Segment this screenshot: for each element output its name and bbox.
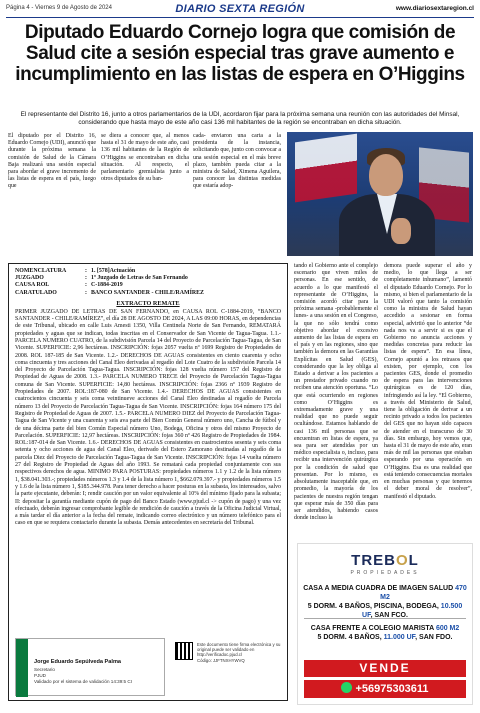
meta-key: CAUSA ROL xyxy=(15,282,50,289)
whatsapp-icon xyxy=(341,682,352,693)
flag-shape xyxy=(295,134,357,203)
signature-bar xyxy=(16,639,28,697)
ad-tagline: PROPIEDADES xyxy=(350,570,420,576)
signer-role: Secretario xyxy=(34,667,55,672)
deputy-photo xyxy=(287,132,473,256)
article-column-4: tando el Gobierno ante el complejo escenario que viven miles de personas. En ese sentido, de acuerdo a lo que manifestó el representante de O’Higgins, la comisión acordó citar para la próxima semana -probablemente el lunes- a una sesión en el Congreso, la que no sólo tendrá como objetivo abordar el excesivo aumento de las listas de espera en el país y en las regiones, sino que también la demora en las Garantías Explícitas en Salud (GES), considerando que la ley obliga al Estado a derivar a los pacientes a un prestador privado cuando no reciben una atención oportuna. “Lo que está ocurriendo en regiones como O’Higgins es extremadamente grave y una realidad que no puede seguir ocultándose. Estamos hablando de casi 136 mil personas que se encuentran en listas de espera, ya sea para ser atendidas por un médico especialista o, incluso, para recibir una intervención quirúrgica por la condición de salud que presentan. Por lo mismo, es absolutamente inaceptable que, en promedio, la mayoría de los pacientes de nuestra región tengan que esperar más de 350 días para ser atendidos, habiendo casos donde incluso la xyxy=(294,263,378,522)
ad-phone[interactable]: +56975303611 xyxy=(304,680,466,698)
page-number: Página 4 - Viernes 9 de Agosto de 2024 xyxy=(6,5,112,11)
ad-divider xyxy=(304,618,466,619)
lede: El representante del Distrito 16, junto a otros parlamentarios de la UDI, acordaron fijar para la próxima semana una reunión con las autoridades del Minsal, considerando que hasta mayo de este año casi 136 mil habitantes de la región se encontraban en dicha situación. xyxy=(20,111,460,126)
meta-key: NOMENCLATURA xyxy=(15,268,67,274)
signer-org: PJUD xyxy=(34,673,46,678)
signer-name: Jorge Eduardo Sepúlveda Palma xyxy=(34,659,122,665)
notice-meta: NOMENCLATURA : 1. [578]Actuación JUZGADO : 1º Juzgado de Letras de San Fernando CAUSA ROL : C-1884-2019 CARATULADO : BANCO SANTANDER - CHILE/RAMÍREZ xyxy=(15,268,281,297)
legal-notice-extract xyxy=(8,263,288,701)
ad-listing-1: CASA A MEDIA CUADRA DE IMAGEN SALUD 470 M2 5 DORM. 4 BAÑOS, PISCINA, BODEGA, 10.500 UF, SAN FCO. xyxy=(303,585,467,619)
signer-date: Validado por el sistema de validación 14:39:5 CI xyxy=(34,679,132,684)
article-column-3: cada- enviaron una carta a la presidenta de la instancia, solicitando que, junto con convocar a una sesión especial en el más breve plazo, también pueda citar a la ministra de Salud, Ximena Aguilera, para conocer las distintas medidas que estaría adop- xyxy=(193,133,282,190)
page-header xyxy=(6,4,474,18)
website-link[interactable]: www.diariosextaregion.cl xyxy=(395,5,474,12)
notice-body: PRIMER JUZGADO DE LETRAS DE SAN FERNANDO, en CAUSA ROL C-1884-2019, “BANCO SANTANDER - CHILE/RAMÍREZ”, el día 28 DE AGOSTO DE 2024, A LAS 09:00 HORAS, en dependencias de este Tribunal, ubicado en calle Luis Amesti 1350, Villa Centinela Norte de San Fernando, REMATARÁ propiedades y aguas que se indican, todas inscritas en el Conservador de San Vicente de Tagua-Tagua. 1.1.- PARCELA NUMERO CUATRO, de la subdivisión Parcela 14 del Proyecto de Parcelación Tagua-Tagua, de San Vicente. SUPERFICIE: 2,96 hectáreas. INSCRIPCIÓN: fojas 2057 vuelta nº 1699 Registro de Propiedades de 2008. ROL 187-185 de San Vicente. 1.2.- DERECHOS DE AGUAS consistentes en ciento cuarenta y ocho coma cincuenta y tres acciones del Canal Eleo derivadas al regadío del Lote Cuatro de la subdivisión Parcela 14 del Proyecto de Parcelación Tagua-Tagua. INSCRIPCIÓN: fojas 128 vuelta número 157 del Registro de Propiedad de Aguas de 2008. 1.3.- PARCELA NUMERO TRECE del Proyecto de Parcelación Tagua-Tagua comuna de San Vicente. SUPERFICIE: 14,80 hectáreas. INSCRIPCIÓN: fojas 2366 nº 1939 Registro de Propiedades de 2007. ROL:187-080 de San Vicente. 1.4.- DERECHOS DE AGUAS consistentes en cuatrocientos cincuenta y seis coma veintinueve acciones del Canal Eleo destinadas al regadío de Parcela número 13 del Proyecto de Parcelación Tagua-Tagua de San Vicente. INSCRIPCIÓN: fojas 164 número 175 del Registro de Propiedad de Aguas de 2007. 1.5.- PARCELA NUMERO DIEZ del Proyecto de Parcelación Tagua-Tagua de San Vicente y una cuarenta y seis ava parte del Bien Común General número uno, Cancha de fútbol y de una décima parte del bien Común Especial número Uno, Bodega, Oficina y otros del mismo Proyecto de Parcelación. SUPERFICIE: 12,97 hectáreas. INSCRIPCIÓN: fojas 360 nº 426 Registro de Propiedades de 1984. ROL:187-014 de San Vicente. 1.6.- DERECHOS DE AGUAS consistentes en cuatrocientos sesenta y seis coma setenta y ocho acciones de agua del Canal Eleo, derivado del Estero Zamorano destinadas al regadío de la parcela Diez del Proyecto de Parcelación Tagua-Tagua de San Vicente. INSCRIPCIÓN: fojas 14 vuelta número 27 del Registro de Propiedad de Aguas del año 1993. Se rematará cada propiedad conjuntamente con sus respectivos derechos de agua. MINIMO PARA POSTURAS: propiedades números 1.1 y 1.2 de la lista número 1, $38.041.303.-; propiedades números 1.3 y 1.4 de la lista número 1, $662.079.397.- y propiedades números 1.5 y 1.6 de la lista número 1, $185.344.978. Para tener derecho a hacer posturas en la subasta, los interesados, salvo la parte ejecutante, deberán: I; rendir caución por un valor equivalente al 10% del mínimo fijado para la subasta; II: depositar la garantía mediante cupón de pago del Banco Estado (www.pjud.cl -> cupón de pago) y una vez efectuado, deberán ingresar comprobante legible de rendición de caución a través de la Oficina Judicial Virtual, a más tardar el día anterior a la fecha del remate, indicando correo electrónico y un número telefónico para el caso en que se requiera contactarlo durante la subasta. Demás antecedentes en secretaría del Tribunal. xyxy=(15,308,281,527)
logo-o: O xyxy=(396,552,409,569)
doc-code: Código: JJFTNXHYWVQ xyxy=(197,657,245,663)
real-estate-ad xyxy=(297,543,473,705)
meta-value: 1. [578]Actuación xyxy=(91,268,136,274)
notice-title: EXTRACTO REMATE xyxy=(116,299,180,307)
meta-key: CARATULADO xyxy=(15,289,57,296)
meta-key: JUZGADO xyxy=(15,275,44,282)
qr-code-icon xyxy=(175,642,193,660)
validation-note xyxy=(197,642,281,663)
headline: Diputado Eduardo Cornejo logra que comisión de Salud cite a sesión especial tras grave aumento e incumplimiento en las listas de espera en O’Higgins xyxy=(15,22,465,85)
article-column-5: demora puede superar el año y medio, lo que llega a ser completamente inhumano”, lamentó el diputado Eduardo Cornejo. Por lo mismo, si bien el parlamentario de la UDI valoró que tanto la comisión como la ministra de Salud hayan accedido a sesionar en forma especial, advirtió que lo anterior “de nada nos va a servir si es que el Gobierno no anuncia acciones y medidas concretas para reducir las listas de espera”. En esa línea, Cornejo apuntó a los retrasos que existen, por ejemplo, con los pacientes GES, donde el promedio de espera para las intervenciones quirúrgicas es de 120 días, infringiendo así la ley. “El Gobierno, a través del Ministerio de Salud, tiene la obligación de derivar a un recinto privado a todos los pacientes del GES que no hayan sido capaces de atender en el transcurso de 30 días. Sin embargo, hoy vemos que, hasta el 31 de mayo de este año, eran más de mil las personas que estaban esperando por una operación en O’Higgins. Esa es una realidad que está teniendo consecuencias mortales en muchas personas y que tenemos el deber moral de resolver”, manifestó el diputado. xyxy=(384,263,472,500)
article-column-1: El diputado por el Distrito 16, Eduardo Cornejo (UDI), anunció que durante la próxima semana la comisión de Salud de la Cámara Baja realizará una sesión especial para abordar el grave incremento de las listas de espera en el país, luego que xyxy=(8,133,96,190)
signature-block xyxy=(15,638,281,696)
masthead: DIARIO SEXTA REGIÓN xyxy=(175,3,305,15)
ad-logo: TREBOL xyxy=(351,552,419,569)
article-column-2: se diera a conocer que, al menos hasta el 31 de mayo de este año, casi 136 mil habitantes de la Región de O’Higgins se encontraban en dicha situación. Al respecto, el parlamentario gremialista junto a otros diputados de su ban- xyxy=(101,133,189,183)
ad-listing-2: CASA FRENTE A COLEGIO MARISTA 600 M2 5 DORM. 4 BAÑOS, 11.000 UF, SAN FDO. xyxy=(310,625,460,641)
signature-box xyxy=(15,638,165,696)
meta-value: BANCO SANTANDER - CHILE/RAMÍREZ xyxy=(91,289,204,296)
doc-note: Este documento tiene firma electrónica y su original puede ser validado en http://verificadoc.pjud.cl xyxy=(197,642,281,658)
figure-head xyxy=(369,154,403,196)
figure-hand xyxy=(391,218,411,244)
meta-value: C-1884-2019 xyxy=(91,282,123,289)
meta-value: 1º Juzgado de Letras de San Fernando xyxy=(91,275,188,282)
ad-sale-banner: VENDE xyxy=(304,660,466,677)
